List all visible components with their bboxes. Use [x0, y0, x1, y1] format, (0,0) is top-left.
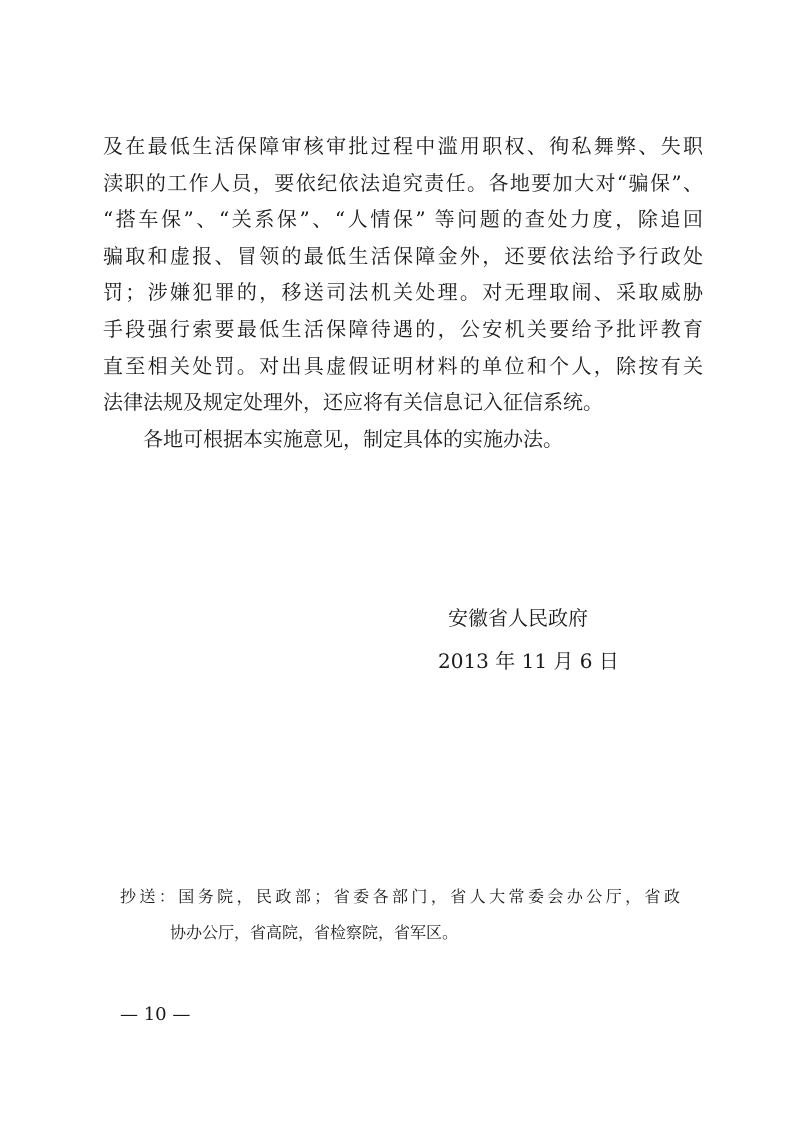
issue-date: 2013 年 11 月 6 日: [438, 649, 619, 673]
cc-list: [120, 879, 680, 951]
body-line: 法律法规及规定处理外，还应将有关信息记入征信系统。: [103, 390, 603, 415]
body-line: “搭车保”、“关系保”、“人情保” 等问题的查处力度，除追回: [103, 207, 703, 232]
issuer-signature: 安徽省人民政府: [448, 606, 588, 630]
body-line: 骗取和虚报、冒领的最低生活保障金外，还要依法给予行政处: [103, 243, 703, 268]
body-line: 直至相关处罚。对出具虚假证明材料的单位和个人，除按有关: [103, 353, 703, 378]
body-text: [103, 128, 703, 457]
closing-paragraph: 各地可根据本实施意见，制定具体的实施办法。: [143, 426, 563, 451]
cc-line: 抄送：国务院，民政部；省委各部门，省人大常委会办公厅，省政: [120, 887, 680, 906]
body-line: 罚；涉嫌犯罪的，移送司法机关处理。对无理取闹、采取威胁: [103, 280, 703, 305]
cc-line: 协办公厅，省高院，省检察院，省军区。: [170, 923, 459, 942]
body-line: 渎职的工作人员，要依纪依法追究责任。各地要加大对“骗保”、: [103, 170, 703, 195]
body-line: 手段强行索要最低生活保障待遇的，公安机关要给予批评教育: [103, 316, 703, 341]
page-number: — 10 —: [120, 1004, 191, 1025]
body-line: 及在最低生活保障审核审批过程中滥用职权、徇私舞弊、失职: [103, 134, 703, 158]
